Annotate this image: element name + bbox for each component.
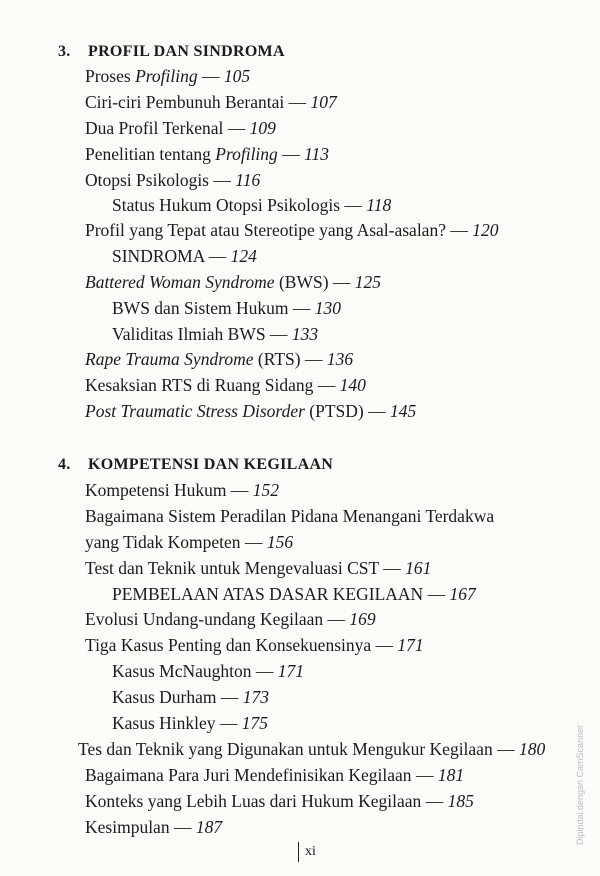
entry-title: Kasus Durham <box>112 687 217 707</box>
toc-entry <box>112 685 269 709</box>
toc-entry <box>85 789 474 813</box>
entry-title-italic: Profiling <box>135 66 198 86</box>
entry-page: 133 <box>291 324 319 344</box>
toc-entry <box>85 556 431 580</box>
entry-separator: — <box>378 558 406 578</box>
entry-separator: — <box>288 298 315 318</box>
entry-separator: — <box>209 170 236 190</box>
entry-separator: — <box>223 118 250 138</box>
entry-title: Tiga Kasus Penting dan Konsekuensinya <box>85 635 372 655</box>
entry-title-suffix: (BWS) <box>274 272 329 292</box>
chapter-4-heading <box>58 453 333 477</box>
toc-entry <box>85 815 222 839</box>
toc-entry <box>85 64 250 88</box>
entry-title: Test dan Teknik untuk Mengevaluasi CST <box>85 558 379 578</box>
entry-page: 169 <box>349 609 376 629</box>
entry-title: Penelitian tentang <box>85 144 216 164</box>
toc-entry <box>85 373 366 397</box>
entry-page: 167 <box>449 584 476 604</box>
entry-page: 175 <box>241 713 269 733</box>
entry-separator: — <box>445 220 473 240</box>
entry-page: 120 <box>472 220 499 240</box>
toc-entry <box>112 582 476 606</box>
entry-title: Bagaimana Sistem Peradilan Pidana Menangani Terdakwa <box>85 506 495 526</box>
entry-separator: — <box>216 687 243 707</box>
entry-page: 173 <box>242 687 269 707</box>
entry-page: 171 <box>277 661 304 681</box>
toc-entry <box>85 504 494 528</box>
chapter-3-number: 3. <box>58 43 71 60</box>
toc-entry <box>85 218 498 242</box>
scanner-watermark: Dipindai dengan CamScanner <box>575 724 585 845</box>
entry-separator: — <box>371 635 398 655</box>
toc-entry <box>85 347 353 371</box>
entry-page: 130 <box>314 298 341 318</box>
entry-page: 105 <box>223 66 251 86</box>
entry-title: Kesaksian RTS di Ruang Sidang <box>85 375 314 395</box>
toc-entry <box>85 399 416 423</box>
entry-separator: — <box>492 739 519 759</box>
entry-page: 187 <box>195 817 223 837</box>
entry-title: yang Tidak Kompeten <box>85 532 241 552</box>
toc-entry <box>112 322 318 346</box>
entry-title: PEMBELAAN ATAS DASAR KEGILAAN <box>112 584 424 604</box>
entry-separator: — <box>204 246 231 266</box>
entry-title-italic: Battered Woman Syndrome <box>85 272 275 292</box>
entry-separator: — <box>226 480 253 500</box>
entry-title: SINDROMA <box>112 246 205 266</box>
entry-separator: — <box>313 375 340 395</box>
entry-separator: — <box>197 66 224 86</box>
toc-entry <box>85 478 279 502</box>
entry-title: Validitas Ilmiah BWS <box>112 324 266 344</box>
chapter-4-number: 4. <box>58 456 71 473</box>
toc-entry <box>112 244 257 268</box>
entry-page: 113 <box>304 144 330 164</box>
entry-separator: — <box>169 817 196 837</box>
entry-page: 156 <box>266 532 294 552</box>
toc-entry <box>85 116 276 140</box>
entry-title: Profil yang Tepat atau Stereotipe yang Asal-asalan? <box>85 220 446 240</box>
entry-page: 107 <box>310 92 337 112</box>
toc-entry <box>85 270 381 294</box>
entry-title: Bagaimana Para Juri Mendefinisikan Kegilaan <box>85 765 412 785</box>
entry-title-italic: Profiling <box>215 144 278 164</box>
page-number: xi <box>298 842 316 862</box>
entry-page: 171 <box>397 635 424 655</box>
entry-separator: — <box>423 584 450 604</box>
entry-separator: — <box>411 765 438 785</box>
entry-separator: — <box>240 532 267 552</box>
chapter-4-title: KOMPETENSI DAN KEGILAAN <box>88 456 334 473</box>
entry-page: 124 <box>230 246 257 266</box>
toc-entry <box>112 659 304 683</box>
chapter-3-heading <box>58 40 285 64</box>
toc-entry <box>85 530 293 554</box>
toc-entry <box>85 763 464 787</box>
entry-separator: — <box>284 92 311 112</box>
entry-page: 116 <box>235 170 261 190</box>
toc-entry <box>85 633 424 657</box>
entry-title: Status Hukum Otopsi Psikologis <box>112 195 341 215</box>
entry-title: Tes dan Teknik yang Digunakan untuk Mengukur Kegilaan <box>78 739 493 759</box>
entry-page: 118 <box>366 195 392 215</box>
entry-title: Kasus Hinkley <box>112 713 216 733</box>
entry-title-italic: Rape Trauma Syndrome <box>85 349 254 369</box>
entry-page: 136 <box>326 349 354 369</box>
entry-page: 145 <box>389 401 417 421</box>
entry-separator: — <box>277 144 305 164</box>
toc-entry <box>112 193 391 217</box>
entry-page: 161 <box>405 558 432 578</box>
entry-page: 185 <box>447 791 474 811</box>
entry-title-suffix: (RTS) <box>253 349 301 369</box>
entry-separator: — <box>215 713 242 733</box>
entry-separator: — <box>363 401 390 421</box>
entry-title-italic: Post Traumatic Stress Disorder <box>85 401 305 421</box>
entry-title: Kasus McNaughton <box>112 661 252 681</box>
entry-title: Konteks yang Lebih Luas dari Hukum Kegilaan <box>85 791 422 811</box>
toc-entry <box>112 296 341 320</box>
entry-separator: — <box>340 195 367 215</box>
entry-title: Proses <box>85 66 136 86</box>
entry-separator: — <box>323 609 350 629</box>
entry-page: 125 <box>354 272 382 292</box>
toc-entry <box>112 711 268 735</box>
entry-title: BWS dan Sistem Hukum <box>112 298 289 318</box>
entry-title: Kompetensi Hukum <box>85 480 227 500</box>
toc-entry <box>85 142 329 166</box>
entry-title: Evolusi Undang-undang Kegilaan <box>85 609 324 629</box>
toc-entry <box>85 90 337 114</box>
entry-page: 140 <box>339 375 366 395</box>
entry-title: Kesimpulan <box>85 817 170 837</box>
entry-title: Dua Profil Terkenal <box>85 118 224 138</box>
toc-entry <box>78 737 545 761</box>
entry-page: 109 <box>249 118 276 138</box>
toc-entry <box>85 607 376 631</box>
entry-title-suffix: (PTSD) <box>304 401 364 421</box>
entry-page: 180 <box>518 739 546 759</box>
chapter-3-title: PROFIL DAN SINDROMA <box>88 43 285 60</box>
entry-separator: — <box>251 661 278 681</box>
toc-entry <box>85 168 260 192</box>
entry-separator: — <box>421 791 448 811</box>
entry-page: 181 <box>437 765 465 785</box>
entry-separator: — <box>300 349 327 369</box>
entry-separator: — <box>265 324 292 344</box>
entry-title: Ciri-ciri Pembunuh Berantai <box>85 92 285 112</box>
entry-page: 152 <box>252 480 279 500</box>
entry-title: Otopsi Psikologis <box>85 170 209 190</box>
entry-separator: — <box>328 272 355 292</box>
